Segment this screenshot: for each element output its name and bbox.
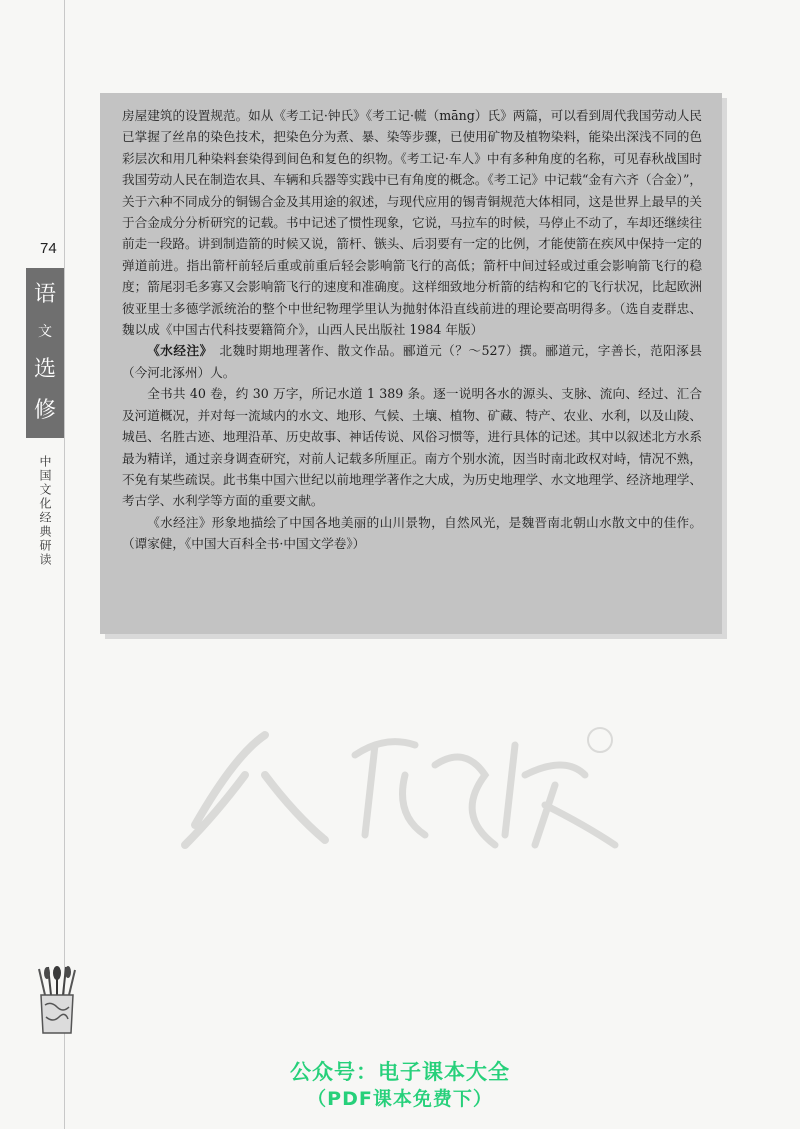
series-tab-char: 文 [38, 324, 52, 341]
reference-callout-box [100, 93, 722, 634]
series-tab-char: 语 [33, 281, 56, 307]
series-tab [26, 268, 64, 438]
callout-paragraph: 房屋建筑的设置规范。如从《考工记·钟氏》《考工记·㡛（māng）氏》两篇，可以看到周代我国劳动人民已掌握了丝帛的染色技术，把染色分为煮、暴、染等步骤，已使用矿物及植物染料，能染出深浅不同的色彩层次和用几种染料套染得到间色和复色的织物。《考工记·车人》中有多种角度的名称，可见春秋战国时我国劳动人民在制造农具、车辆和兵器等实践中已有角度的概念。《考工记》中记载“金有六齐（合金）”，关于六种不同成分的铜锡合金及其用途的叙述，与现代应用的锡青铜规范大体相同，这是世界上最早的关于合金成分分析研究的记载。书中记述了惯性现象，它说，马拉车的时候，马停止不动了，车却还继续往前走一段路。讲到制造箭的时候又说，箭杆、镞头、后羽要有一定的比例，才能使箭在疾风中保持一定的弹道前进。指出箭杆前轻后重或前重后轻会影响箭飞行的高低；箭杆中间过轻或过重会影响箭飞行的稳度；箭尾羽毛多寡又会影响箭飞行的速度和准确度。这样细致地分析箭的结构和它的飞行状况，比起欧洲彼亚里士多德学派统治的整个中世纪物理学里认为抛射体沿直线前进的理论要高明得多。（选自麦群忠、魏以成《中国古代科技要籍简介》，山西人民出版社 1984 年版） [122, 108, 702, 338]
callout-paragraph: 《水经注》形象地描绘了中国各地美丽的山川景物，自然风光，是魏晋南北朝山水散文中的佳作。（谭家健，《中国大百科全书·中国文学卷》） [122, 514, 702, 552]
entry-text: 北魏时期地理著作、散文作品。郦道元（？～527）撰。郦道元，字善长，范阳涿县（今河北涿州）人。 [122, 343, 703, 380]
footer-promo [0, 1058, 800, 1112]
footer-promo-line1: 公众号：电子课本大全 [290, 1060, 510, 1084]
publisher-watermark-logo [175, 715, 645, 855]
series-tab-char: 修 [33, 398, 56, 424]
page-number: 74 [40, 240, 57, 257]
brush-pot-icon [35, 965, 83, 1035]
callout-paragraph-entry [122, 340, 702, 383]
margin-rule [64, 0, 65, 1129]
book-title-vertical: 中国文化经典研读 [38, 455, 52, 567]
series-tab-char: 选 [33, 356, 56, 382]
footer-promo-line2: （PDF课本免费下） [307, 1088, 493, 1110]
callout-paragraph: 全书共 40 卷，约 30 万字，所记水道 1 389 条。逐一说明各水的源头、支脉、流向、经过、汇合及河道概况，并对每一流域内的水文、地形、气候、土壤、植物、矿藏、特产、农业、水利，以及山陵、城邑、名胜古迹、地理沿革、历史故事、神话传说、风俗习惯等，进行具体的记述。其中以叙述北方水系最为精详，通过亲身调查研究，对前人记载多所厘正。南方个别水流，因当时南北政权对峙，情况不熟，不免有某些疏误。此书集中国六世纪以前地理学著作之大成，为历史地理学、水文地理学、经济地理学、考古学、水利学等方面的重要文献。 [122, 386, 702, 509]
entry-title: 《水经注》 [147, 343, 207, 359]
